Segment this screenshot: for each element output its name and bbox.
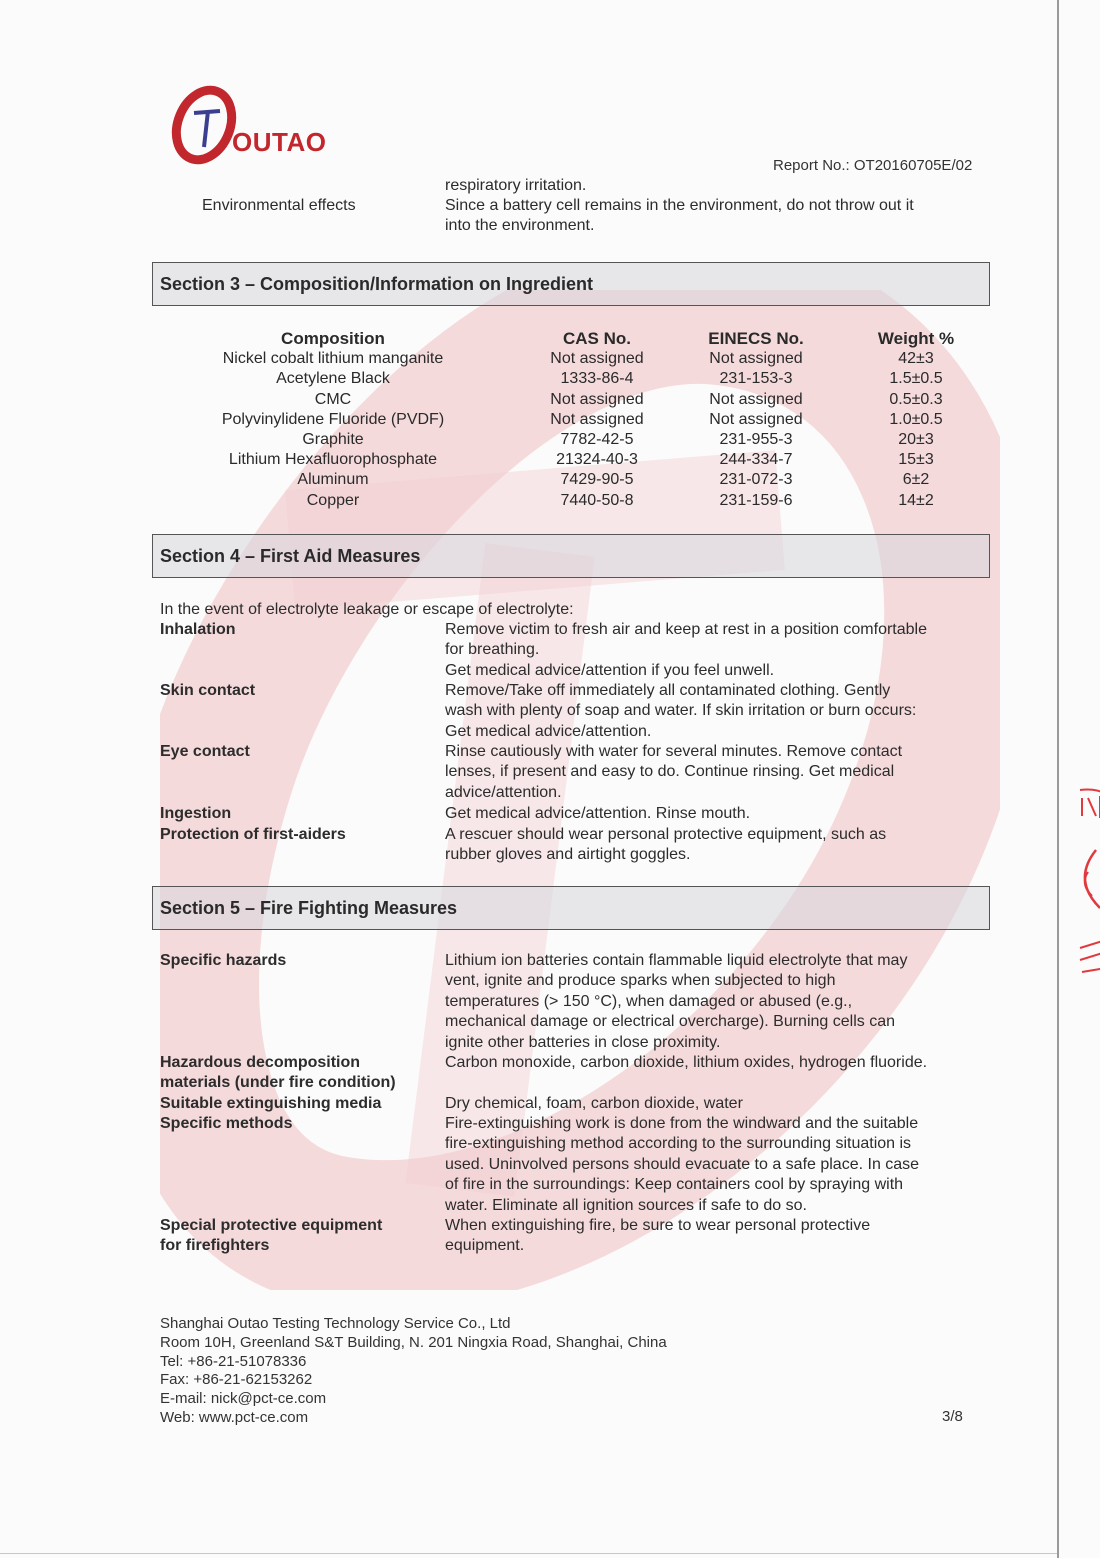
table-cell: 231-072-3 bbox=[719, 471, 793, 489]
table-cell: Not assigned bbox=[709, 390, 803, 408]
table-cell: Lithium Hexafluorophosphate bbox=[228, 451, 438, 469]
section-4-title: Section 4 – First Aid Measures bbox=[160, 546, 421, 566]
table-cell: 231-159-6 bbox=[719, 491, 793, 509]
table-cell: 244-334-7 bbox=[719, 451, 793, 469]
table-cell: Polyvinylidene Fluoride (PVDF) bbox=[221, 410, 445, 428]
hazardous-decomposition-text: Carbon monoxide, carbon dioxide, lithium oxides, hydrogen fluoride. bbox=[445, 1054, 928, 1071]
table-header-weight: Weight % bbox=[877, 329, 955, 348]
specific-hazards-text: Lithium ion batteries contain flammable liquid electrolyte that may vent, ignite and produce sparks when subjected to high temperatures (> 150 °C), when damaged or abused (e.g., mechanical damage or electrical overcharge). Burning cells can ignite other batteries in close proximity. bbox=[445, 952, 908, 1051]
section-4-header bbox=[152, 534, 990, 578]
inhalation-text: Remove victim to fresh air and keep at rest in a position comfortable for breathing. Get medical advice/attention if you feel unwell. bbox=[445, 621, 927, 679]
table-header-composition: Composition bbox=[281, 329, 385, 348]
extinguishing-media-label: Suitable extinguishing media bbox=[160, 1095, 382, 1112]
first-aiders-label: Protection of first-aiders bbox=[160, 826, 346, 843]
section-5-header bbox=[152, 886, 990, 930]
eye-contact-label: Eye contact bbox=[160, 743, 250, 760]
logo-text: OUTAO bbox=[232, 127, 327, 157]
table-cell: Not assigned bbox=[550, 350, 644, 368]
hazardous-decomposition-label: Hazardous decomposition materials (under fire condition) bbox=[160, 1054, 396, 1092]
page-number: 3/8 bbox=[942, 1408, 963, 1425]
table-cell: Nickel cobalt lithium manganite bbox=[222, 350, 444, 368]
first-aid-intro: In the event of electrolyte leakage or escape of electrolyte: bbox=[160, 601, 574, 618]
table-header-cas: CAS No. bbox=[563, 329, 631, 348]
table-cell: 14±2 bbox=[898, 491, 934, 509]
table-cell: 6±2 bbox=[902, 471, 930, 489]
footer-company-name: Shanghai Outao Testing Technology Service Co., Ltd bbox=[160, 1315, 511, 1332]
table-cell: 15±3 bbox=[898, 451, 934, 469]
protective-equipment-text: When extinguishing fire, be sure to wear personal protective equipment. bbox=[445, 1217, 871, 1255]
table-cell: Not assigned bbox=[550, 390, 644, 408]
table-cell: Not assigned bbox=[709, 410, 803, 428]
table-cell: 20±3 bbox=[898, 431, 934, 449]
footer-tel: Tel: +86-21-51078336 bbox=[160, 1352, 307, 1370]
specific-hazards-label: Specific hazards bbox=[160, 952, 287, 969]
table-cell: Graphite bbox=[302, 431, 364, 449]
page-edge-line bbox=[1057, 0, 1059, 1558]
inhalation-label: Inhalation bbox=[160, 621, 236, 638]
section-3-title: Section 3 – Composition/Information on Ingredient bbox=[160, 274, 594, 294]
footer-email: E-mail: nick@pct-ce.com bbox=[160, 1390, 327, 1408]
table-cell: Not assigned bbox=[709, 350, 803, 368]
ingestion-label: Ingestion bbox=[160, 805, 232, 822]
table-cell: 1333-86-4 bbox=[560, 370, 634, 388]
carryover-text: respiratory irritation. bbox=[445, 177, 587, 194]
section-5-title: Section 5 – Fire Fighting Measures bbox=[160, 898, 458, 918]
footer-address: Room 10H, Greenland S&T Building, N. 201 Ningxia Road, Shanghai, China bbox=[160, 1333, 667, 1351]
table-cell: Acetylene Black bbox=[276, 370, 390, 388]
environmental-effects-text: Since a battery cell remains in the environment, do not throw out it into the environment. bbox=[445, 197, 914, 235]
table-header-einecs: EINECS No. bbox=[708, 329, 804, 348]
table-cell: 231-153-3 bbox=[719, 370, 793, 388]
composition-column bbox=[190, 329, 476, 511]
seal-stamp bbox=[1066, 780, 1100, 1000]
ingestion-text: Get medical advice/attention. Rinse mouth. bbox=[445, 805, 751, 822]
eye-contact-text: Rinse cautiously with water for several minutes. Remove contact lenses, if present and easy to do. Continue rinsing. Get medical advice/attention. bbox=[445, 743, 903, 801]
table-cell: Not assigned bbox=[550, 410, 644, 428]
table-cell: 21324-40-3 bbox=[556, 451, 638, 469]
table-cell: 42±3 bbox=[898, 350, 934, 368]
skin-contact-label: Skin contact bbox=[160, 682, 256, 699]
table-cell: 1.0±0.5 bbox=[889, 410, 943, 428]
table-cell: 231-955-3 bbox=[719, 431, 793, 449]
specific-methods-label: Specific methods bbox=[160, 1115, 293, 1132]
table-cell: 7440-50-8 bbox=[560, 491, 634, 509]
environmental-effects-label: Environmental effects bbox=[202, 197, 356, 214]
first-aiders-text: A rescuer should wear personal protective equipment, such as rubber gloves and airtight goggles. bbox=[445, 826, 887, 864]
table-cell: 7782-42-5 bbox=[560, 431, 634, 449]
protective-equipment-label: Special protective equipment for firefighters bbox=[160, 1217, 383, 1255]
report-number: Report No.: OT20160705E/02 bbox=[773, 157, 973, 174]
company-footer bbox=[160, 1315, 667, 1428]
table-cell: 7429-90-5 bbox=[560, 471, 634, 489]
weight-column bbox=[846, 329, 986, 511]
extinguishing-media-text: Dry chemical, foam, carbon dioxide, water bbox=[445, 1095, 743, 1112]
table-cell: 1.5±0.5 bbox=[889, 370, 943, 388]
table-cell: 0.5±0.3 bbox=[889, 390, 943, 408]
specific-methods-text: Fire-extinguishing work is done from the windward and the suitable fire-extinguishing method according to the surrounding situation is used. Uninvolved persons should evacuate to a safe place. In case of fire in the surroundings: Keep containers cool by spraying with water. Eliminate all ignition sources if safe to do so. bbox=[445, 1115, 920, 1214]
cas-column bbox=[527, 329, 667, 511]
skin-contact-text: Remove/Take off immediately all contaminated clothing. Gently wash with plenty of soap and water. If skin irritation or burn occurs: Get medical advice/attention. bbox=[445, 682, 917, 740]
footer-fax: Fax: +86-21-62153262 bbox=[160, 1371, 313, 1389]
footer-web: Web: www.pct-ce.com bbox=[160, 1408, 309, 1426]
table-cell: Aluminum bbox=[297, 471, 369, 489]
einecs-column bbox=[686, 329, 826, 511]
table-cell: CMC bbox=[314, 390, 352, 408]
section-3-header bbox=[152, 262, 990, 306]
page-bottom-line bbox=[0, 1553, 1057, 1554]
table-cell: Copper bbox=[306, 491, 360, 509]
